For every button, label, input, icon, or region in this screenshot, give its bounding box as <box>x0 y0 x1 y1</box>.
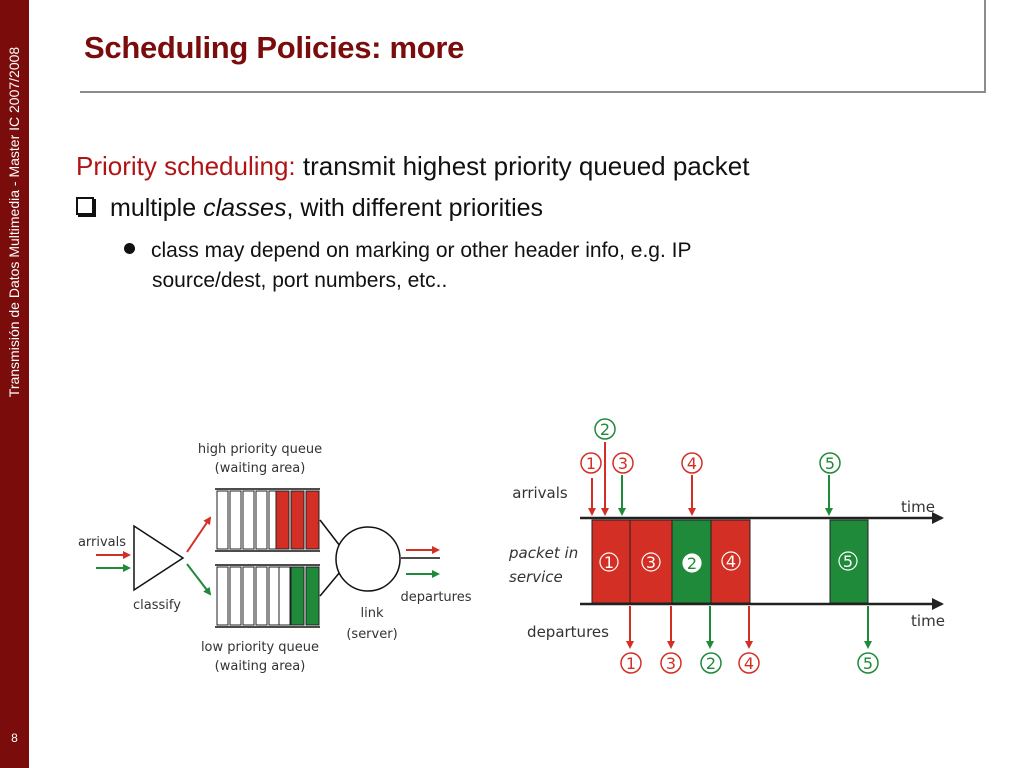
slide-title: Scheduling Policies: more <box>84 30 465 65</box>
classes-term: classes <box>203 194 287 222</box>
high-queue-sublabel: (waiting area) <box>214 461 306 476</box>
service-number: 4 <box>725 552 737 571</box>
arrival-number: 1 <box>585 454 597 473</box>
queue-to-link-line <box>320 572 340 596</box>
time-axis-label-bottom: time <box>911 612 945 630</box>
course-label: Transmisión de Datos Multimedia - Master IC 2007/2008 <box>6 46 22 398</box>
packet-in-service-label-2: service <box>509 568 563 586</box>
service-number: 2 <box>686 554 698 573</box>
queued-packet-high <box>276 491 289 549</box>
service-number: 1 <box>603 553 615 572</box>
arrival-number: 5 <box>824 454 836 473</box>
classifier-triangle <box>134 526 183 590</box>
high-priority-queue <box>215 489 320 551</box>
departure-number: 5 <box>862 654 874 673</box>
high-queue-label: high priority queue <box>197 442 323 457</box>
classify-arrow-low <box>187 564 210 594</box>
link-label: link <box>360 606 384 621</box>
server-label: (server) <box>346 627 398 642</box>
priority-timeline <box>508 419 945 673</box>
queued-packet-high <box>306 491 319 549</box>
departure-number: 4 <box>743 654 755 673</box>
departure-number: 2 <box>705 654 717 673</box>
priority-scheduling-term: Priority scheduling: <box>76 151 296 181</box>
queued-packet-high <box>291 491 304 549</box>
timeline-departures-label: departures <box>527 623 609 641</box>
service-number: 3 <box>645 553 657 572</box>
timeline-arrivals-label: arrivals <box>512 484 568 502</box>
classify-label: classify <box>133 598 181 613</box>
time-axis-label-top: time <box>901 498 935 516</box>
low-queue-sublabel: (waiting area) <box>214 659 306 674</box>
arrival-number: 3 <box>617 454 629 473</box>
link-server-circle <box>336 527 400 591</box>
classify-arrow-high <box>187 518 210 552</box>
packet-in-service-label: packet in <box>509 544 579 562</box>
departure-number: 1 <box>625 654 637 673</box>
page-number: 8 <box>11 731 18 745</box>
low-queue-label: low priority queue <box>200 640 320 655</box>
arrivals-label: arrivals <box>77 535 127 550</box>
priority-queue-diagram <box>78 442 472 674</box>
bullet-multiple-classes: multiple classes, with different priorities <box>76 194 543 223</box>
departure-number: 3 <box>665 654 677 673</box>
priority-scheduling-definition: transmit highest priority queued packet <box>295 151 750 181</box>
service-number: 5 <box>842 552 854 571</box>
queued-packet-low <box>291 567 304 625</box>
queued-packet-low <box>306 567 319 625</box>
arrival-number: 2 <box>599 420 611 439</box>
arrival-number: 4 <box>686 454 698 473</box>
departures-label: departures <box>400 590 472 605</box>
sub-bullet-class-marking: class may depend on marking or other header info, e.g. IP source/dest, port numbers, etc.. <box>124 236 824 296</box>
low-priority-queue <box>215 565 320 627</box>
queue-to-link-line <box>320 520 340 546</box>
